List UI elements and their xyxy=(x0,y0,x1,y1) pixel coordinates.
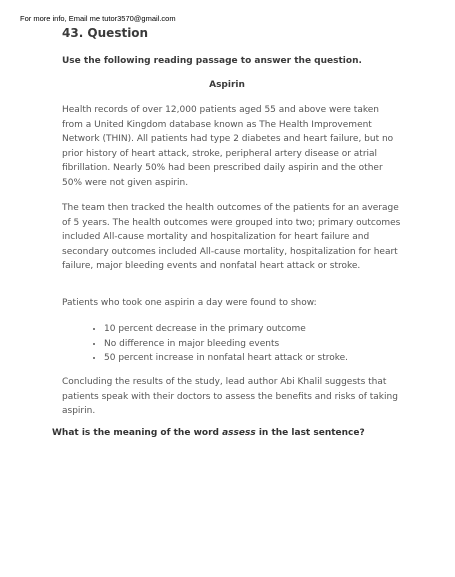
passage-paragraph-4: Concluding the results of the study, lead author Abi Khalil suggests that patients speak with their doctors to assess the benefits and risks of taking aspirin. xyxy=(62,377,398,416)
findings-list xyxy=(78,322,434,366)
passage-paragraph-2: The team then tracked the health outcomes of the patients for an average of 5 years. The health outcomes were grouped into two; primary outcomes included All-cause mortality and hospitalization for heart failure and secondary outcomes included All-cause mortality, hospitalization for heart failure, major bleeding events and nonfatal heart attack or stroke. xyxy=(62,203,401,271)
list-item: • No difference in major bleeding events xyxy=(104,337,434,352)
contact-note: For more info, Email me tutor3570@gmail.com xyxy=(20,14,176,23)
question-prefix: What is the meaning of the word xyxy=(52,428,223,438)
list-item: • 10 percent decrease in the primary outcome xyxy=(104,322,434,337)
passage-title: Aspirin xyxy=(209,80,245,90)
question-keyword: assess xyxy=(222,428,256,438)
instruction-text: Use the following reading passage to answer the question. xyxy=(62,56,362,66)
passage-paragraph-1: Health records of over 12,000 patients aged 55 and above were taken from a United Kingdom database known as The Health Improvement Network (THIN). All patients had type 2 diabetes and heart failure, but no prior history of heart attack, stroke, peripheral artery disease or atrial fibrillation. Nearly 50% had been prescribed daily aspirin and the other 50% were not given aspirin. xyxy=(62,105,394,188)
list-item: • 50 percent increase in nonfatal heart attack or stroke. xyxy=(104,351,434,366)
question-number-title: 43. Question xyxy=(62,26,149,40)
question-prompt xyxy=(52,428,365,438)
question-suffix: in the last sentence? xyxy=(255,428,365,438)
passage-paragraph-3: Patients who took one aspirin a day were found to show: xyxy=(62,298,317,308)
